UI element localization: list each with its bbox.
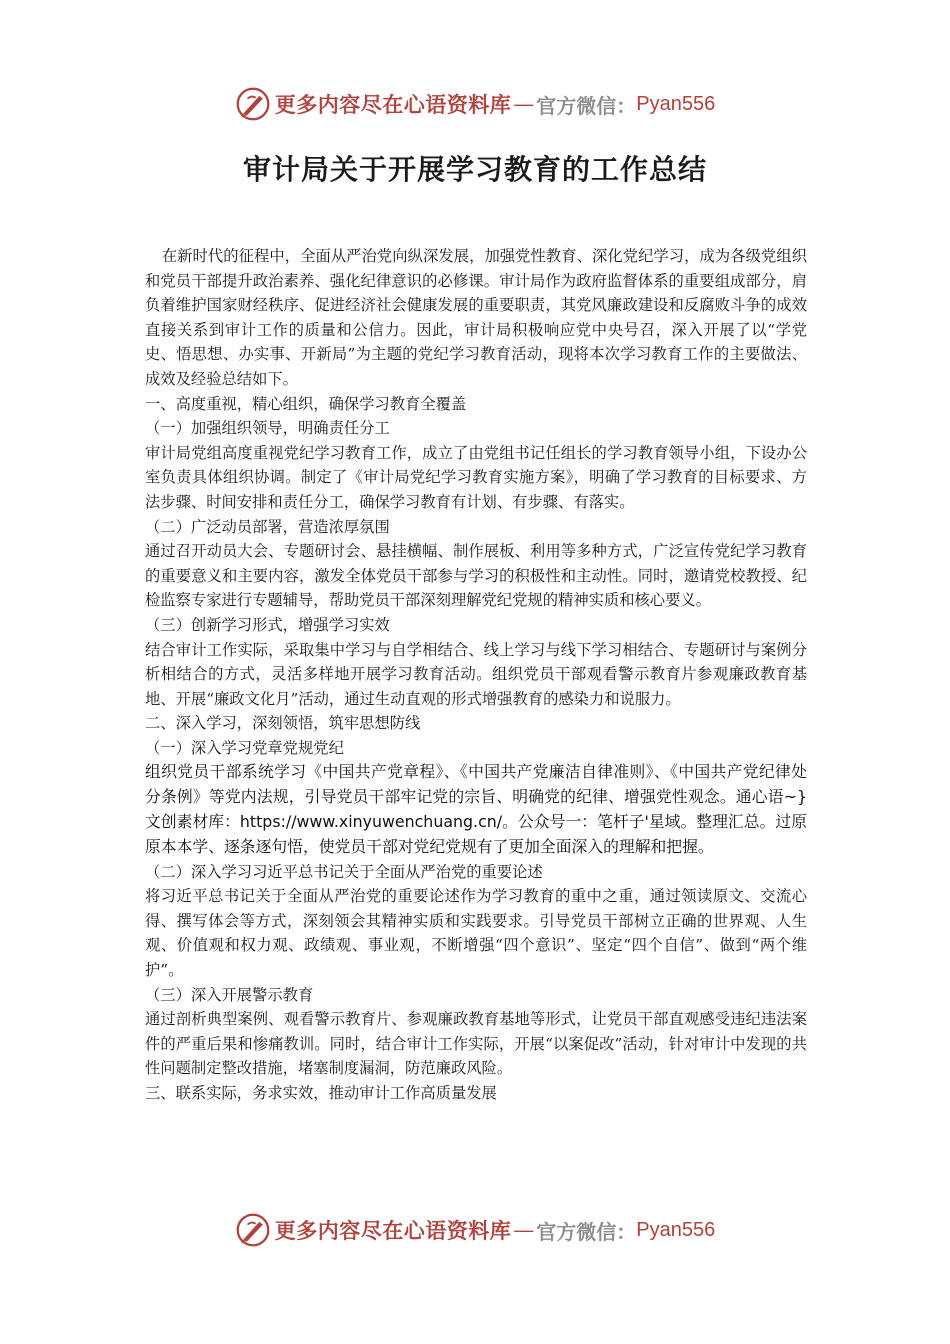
subsection-heading: （一）深入学习党章党规党纪 <box>145 738 344 757</box>
pen-logo-icon <box>235 1212 271 1248</box>
body-paragraph: 通过剖析典型案例、观看警示教育片、参观廉政教育基地等形式，让党员干部直观感受违纪违法案件的严重后果和惨痛教训。同时，结合审计工作实际，开展“以案促改”活动，针对审计中发现的共性问题制定整改措施，堵塞制度漏洞，防范廉政风险。 <box>145 1010 807 1078</box>
body-paragraph: 组织党员干部系统学习《中国共产党章程》、《中国共产党廉洁自律准则》、《中国共产党纪律处分条例》等党内法规，引导党员干部牢记党的宗旨、明确党的纪律、增强党性观念。通心语~}文创素材库：https://www.xinyuwenchuang.cn/。公众号一：笔杆子'星域。整理汇总。过原原本本学、逐条逐句悟，使党员干部对党纪党规有了更加全面深入的理解和把握。 <box>145 762 807 856</box>
section-heading: 一、高度重视，精心组织，确保学习教育全覆盖 <box>145 394 467 413</box>
banner-dash: — <box>513 92 535 116</box>
banner-dash: — <box>513 1218 535 1242</box>
banner-official-label: 官方微信： <box>536 93 637 118</box>
section-heading: 二、深入学习，深刻领悟，筑牢思想防线 <box>145 714 421 733</box>
header-banner <box>0 84 950 124</box>
pen-logo-icon <box>235 86 271 122</box>
subsection-heading: （三）深入开展警示教育 <box>145 985 314 1004</box>
body-paragraph: 审计局党组高度重视党纪学习教育工作，成立了由党组书记任组长的学习教育领导小组，下设办公室负责具体组织协调。制定了《审计局党纪学习教育实施方案》，明确了学习教育的目标要求、方法步骤、时间安排和责任分工，确保学习教育有计划、有步骤、有落实。 <box>145 443 807 511</box>
subsection-heading: （三）创新学习形式，增强学习实效 <box>145 615 390 634</box>
body-paragraph: 通过召开动员大会、专题研讨会、悬挂横幅、制作展板、利用等多种方式，广泛宣传党纪学习教育的重要意义和主要内容，激发全体党员干部参与学习的积极性和主动性。同时，邀请党校教授、纪检监察专家进行专题辅导，帮助党员干部深刻理解党纪党规的精神实质和核心要义。 <box>145 542 807 610</box>
subsection-heading: （二）深入学习习近平总书记关于全面从严治党的重要论述 <box>145 862 543 881</box>
subsection-heading: （二）广泛动员部署，营造浓厚氛围 <box>145 517 390 536</box>
document-body <box>145 244 807 1106</box>
intro-paragraph: 在新时代的征程中，全面从严治党向纵深发展，加强党性教育、深化党纪学习，成为各级党组织和党员干部提升政治素养、强化纪律意识的必修课。审计局作为政府监督体系的重要组成部分，肩负着维护国家财经秩序、促进经济社会健康发展的重要职责，其党风廉政建设和反腐败斗争的成效直接关系到审计工作的质量和公信力。因此，审计局积极响应党中央号召，深入开展了以“学党史、悟思想、办实事、开新局”为主题的党纪学习教育活动，现将本次学习教育工作的主要做法、成效及经验总结如下。 <box>145 247 807 388</box>
banner-wechat-id: Pyan556 <box>636 92 716 115</box>
subsection-heading: （一）加强组织领导，明确责任分工 <box>145 419 390 438</box>
body-paragraph: 将习近平总书记关于全面从严治党的重要论述作为学习教育的重中之重，通过领读原文、交流心得、撰写体会等方式，深刻领会其精神实质和实践要求。引导党员干部树立正确的世界观、人生观、价值观和权力观、政绩观、事业观，不断增强“四个意识”、坚定“四个自信”、做到“两个维护”。 <box>145 887 807 980</box>
footer-banner <box>0 1210 950 1250</box>
banner-wechat-id: Pyan556 <box>636 1218 716 1241</box>
banner-official-label: 官方微信： <box>536 1219 637 1244</box>
body-paragraph: 结合审计工作实际，采取集中学习与自学相结合、线上学习与线下学习相结合、专题研讨与案例分析相结合的方式，灵活多样地开展学习教育活动。组织党员干部观看警示教育片参观廉政教育基地、开展“廉政文化月”活动，通过生动直观的形式增强教育的感染力和说服力。 <box>145 640 807 708</box>
banner-text: 更多内容尽在心语资料库 <box>274 1218 512 1243</box>
banner-text: 更多内容尽在心语资料库 <box>274 92 512 117</box>
section-heading: 三、联系实际，务求实效，推动审计工作高质量发展 <box>145 1084 497 1102</box>
document-title: 审计局关于开展学习教育的工作总结 <box>242 153 707 186</box>
